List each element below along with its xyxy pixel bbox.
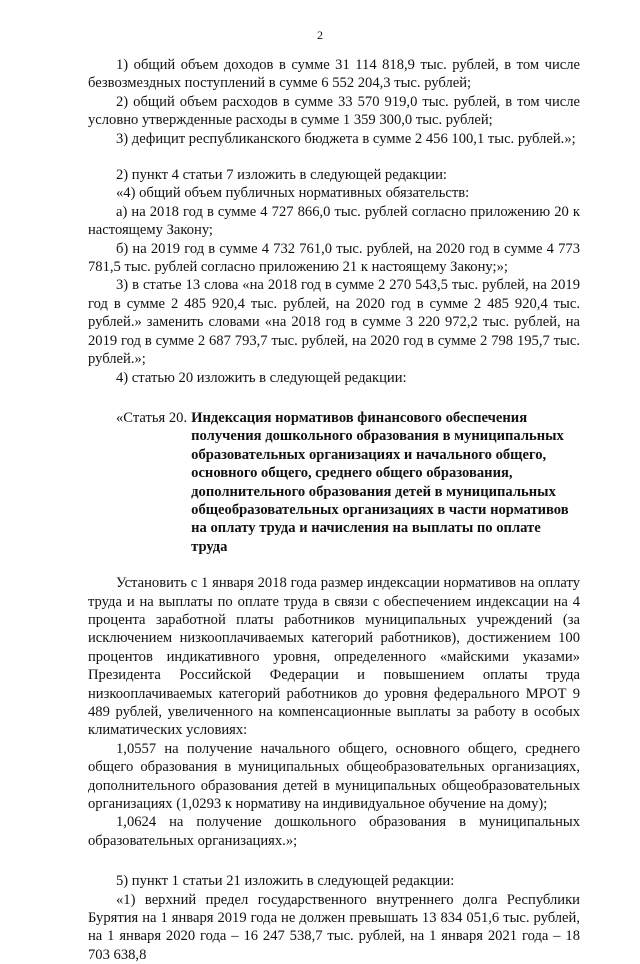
paragraph-coefficient-general: 1,0557 на получение начального общего, основного общего, среднего общего образования в муниципальных общеобразовательных организациях, дополнительного образования детей в муниципальных общеобразовательных организациях (1,0293 к нормативу на индивидуальное обучение на дому); (88, 740, 580, 813)
paragraph-item-2: 2) пункт 4 статьи 7 изложить в следующей редакции: (116, 167, 447, 184)
paragraph-2019-2020: б) на 2019 год в сумме 4 732 761,0 тыс. рублей, на 2020 год в сумме 4 773 781,5 тыс. рублей согласно приложению 21 к настоящему Закону;»; (88, 240, 580, 276)
article-20-label: «Статья 20. (116, 409, 188, 426)
page-number: 2 (317, 28, 323, 42)
paragraph-indexation: Установить с 1 января 2018 года размер индексации нормативов на оплату труда и на выплаты по оплате труда в связи с обеспечением индексации на 4 процента заработной платы работников муниципальных учреждений (за исключением низкооплачиваемых категорий работников), достижением 100 процентов индикативного уровня, определенного «майскими указами» Президента Российской Федерации и повышением оплаты труда низкооплачиваемых категорий работников до уровня федерального МРОТ 9 489 рублей, увеличенного на компенсационные выплаты за работу в особых климатических условиях: (88, 575, 580, 739)
paragraph-article-20-intro: 4) статью 20 изложить в следующей редакции: (116, 369, 407, 386)
paragraph-deficit: 3) дефицит республиканского бюджета в сумме 2 456 100,1 тыс. рублей.»; (116, 130, 576, 147)
paragraph-public-obligations: «4) общий объем публичных нормативных обязательств: (116, 185, 470, 202)
paragraph-article-13: 3) в статье 13 слова «на 2018 год в сумме 2 270 543,5 тыс. рублей, на 2019 год в сумме 2 485 920,4 тыс. рублей, на 2020 год в сумме 2 485 920,4 тыс. рублей.» заменить словами «на 2018 год в сумме 3 220 972,2 тыс. рублей, на 2019 год в сумме 2 687 793,7 тыс. рублей, на 2020 год в сумме 2 798 195,7 тыс. рублей.»; (88, 277, 580, 368)
article-20-heading (88, 409, 580, 556)
paragraph-item-5: 5) пункт 1 статьи 21 изложить в следующей редакции: (116, 873, 455, 890)
article-20-title: Индексация нормативов финансового обеспечения получения дошкольного образования в муниципальных образовательных организациях и начального общего, основного общего, среднего общего образования, дополнительного образования детей в муниципальных общеобразовательных организациях в части нормативов на оплату труда и начисления на выплаты по оплате труда (191, 409, 569, 555)
paragraph-coefficient-preschool: 1,0624 на получение дошкольного образования в муниципальных образовательных организациях.»; (88, 814, 580, 849)
paragraph-2018: а) на 2018 год в сумме 4 727 866,0 тыс. рублей согласно приложению 20 к настоящему Закону; (88, 203, 580, 239)
document-body (88, 56, 580, 964)
paragraph-debt-limit: «1) верхний предел государственного внутреннего долга Республики Бурятия на 1 января 2019 года не должен превышать 13 834 051,6 тыс. рублей, на 1 января 2020 года – 16 247 538,7 тыс. рублей, на 1 января 2021 года – 18 703 638,8 (88, 891, 580, 963)
paragraph-revenue: 1) общий объем доходов в сумме 31 114 818,9 тыс. рублей, в том числе безвозмездных поступлений в сумме 6 552 204,3 тыс. рублей; (88, 57, 580, 92)
paragraph-expenses: 2) общий объем расходов в сумме 33 570 919,0 тыс. рублей, в том числе условно утвержденные расходы в сумме 1 359 300,0 тыс. рублей; (88, 93, 580, 129)
